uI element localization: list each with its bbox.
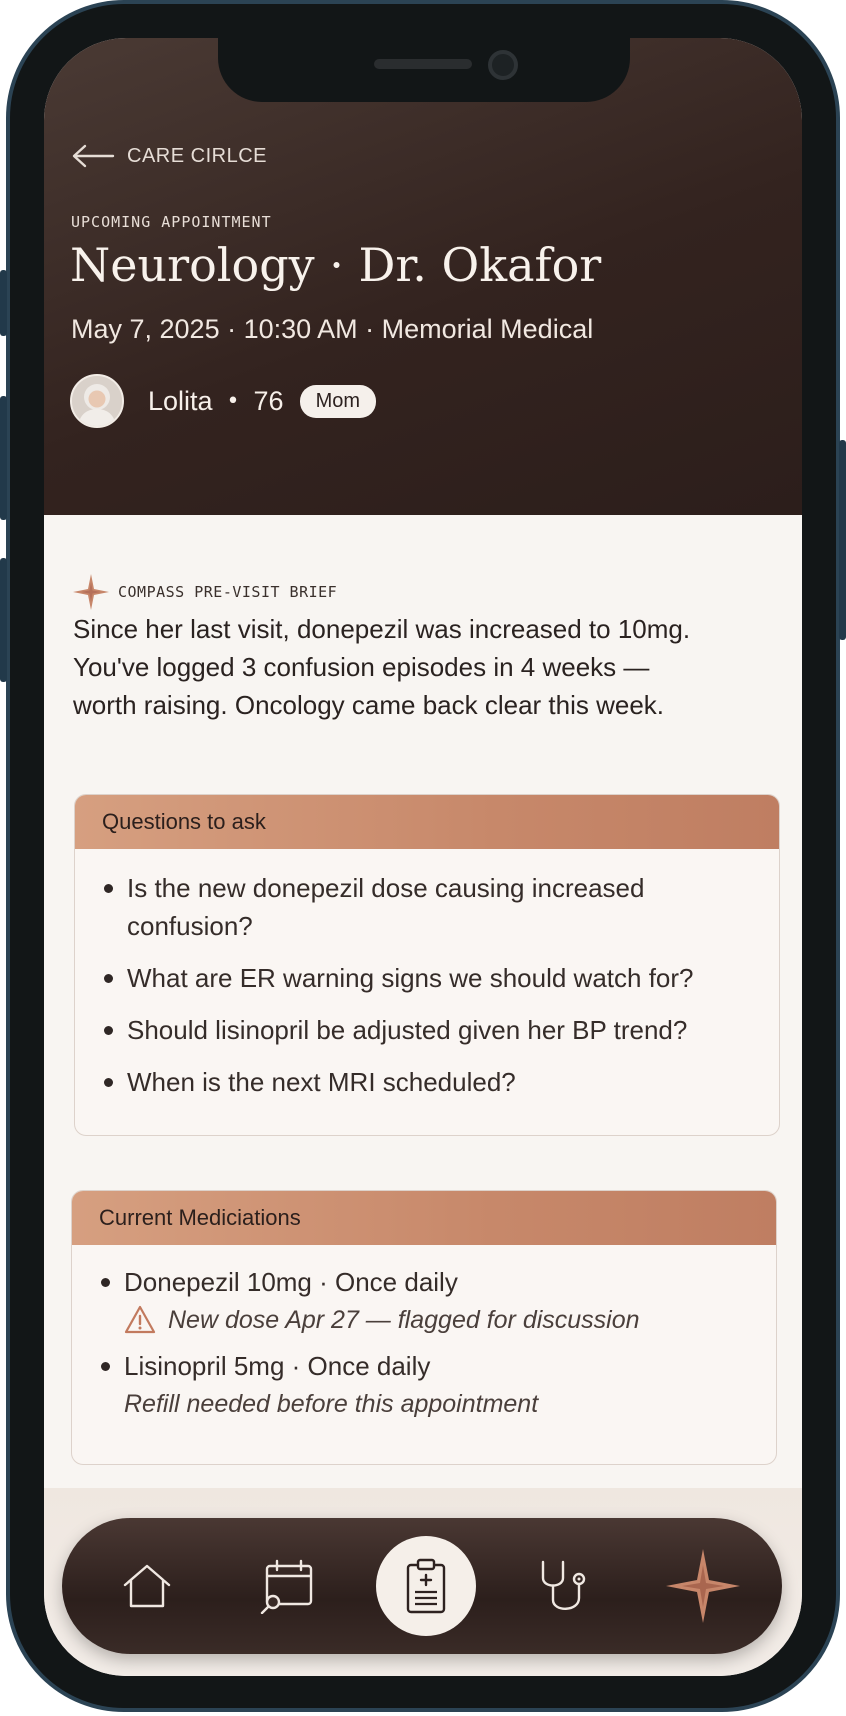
nav-home[interactable] (92, 1518, 202, 1654)
silent-switch (0, 270, 7, 336)
nav-brief[interactable] (376, 1536, 476, 1636)
brief-label: COMPASS PRE-VISIT BRIEF (118, 583, 338, 601)
question-item: When is the next MRI scheduled? (75, 1063, 779, 1101)
brief-line: Since her last visit, donepezil was increased to 10mg. (73, 614, 691, 644)
medication-name: Lisinopril 5mg · Once daily (124, 1351, 431, 1381)
arrow-left-icon (71, 144, 115, 168)
brief-text (73, 610, 773, 724)
question-item: What are ER warning signs we should watch for? (75, 959, 779, 997)
screen (44, 38, 802, 1676)
question-item: Should lisinopril be adjusted given her BP trend? (75, 1011, 779, 1049)
medications-list (72, 1245, 776, 1423)
medications-card (71, 1190, 777, 1465)
medication-note: New dose Apr 27 — flagged for discussion (168, 1306, 640, 1334)
nav-compass[interactable] (648, 1518, 758, 1654)
appointment-header (44, 38, 802, 515)
brief-line: You've logged 3 confusion episodes in 4 weeks — (73, 652, 650, 682)
questions-card (74, 794, 780, 1136)
brief-header (72, 573, 337, 611)
notch (218, 38, 630, 102)
medication-item (72, 1347, 776, 1423)
patient-row[interactable] (70, 374, 376, 428)
avatar (70, 374, 124, 428)
stethoscope-icon (535, 1558, 591, 1614)
patient-separator: • (226, 388, 240, 414)
brief-line: worth raising. Oncology came back clear this week. (73, 690, 665, 720)
medication-note: Refill needed before this appointment (124, 1390, 539, 1418)
patient-name: Lolita (148, 385, 213, 416)
calendar-search-icon (259, 1558, 315, 1614)
question-item: Is the new donepezil dose causing increased confusion? (75, 869, 779, 945)
volume-down-button (0, 558, 7, 682)
back-label: CARE CIRLCE (127, 144, 267, 167)
back-button[interactable] (71, 144, 267, 168)
questions-title: Questions to ask (75, 795, 779, 849)
clipboard-icon (404, 1557, 448, 1615)
relation-badge: Mom (300, 385, 376, 418)
warning-icon (124, 1305, 156, 1335)
medication-name: Donepezil 10mg · Once daily (124, 1267, 458, 1297)
patient-age: 76 (253, 385, 284, 416)
nav-calendar[interactable] (232, 1518, 342, 1654)
power-button (839, 440, 846, 640)
camera (488, 50, 518, 80)
nav-care[interactable] (508, 1518, 618, 1654)
compass-star-icon (664, 1547, 742, 1625)
home-icon (121, 1563, 173, 1609)
page-title: Neurology · Dr. Okafor (70, 238, 602, 292)
questions-list (75, 849, 779, 1101)
volume-up-button (0, 396, 7, 520)
appointment-eyebrow: UPCOMING APPOINTMENT (71, 213, 272, 231)
medication-note-row (124, 1301, 756, 1339)
bottom-nav (62, 1518, 782, 1654)
appointment-details: May 7, 2025 · 10:30 AM · Memorial Medical (71, 314, 594, 344)
speaker (374, 59, 472, 69)
medication-item (72, 1263, 776, 1339)
compass-star-icon (72, 573, 110, 611)
medications-title: Current Mediciations (72, 1191, 776, 1245)
